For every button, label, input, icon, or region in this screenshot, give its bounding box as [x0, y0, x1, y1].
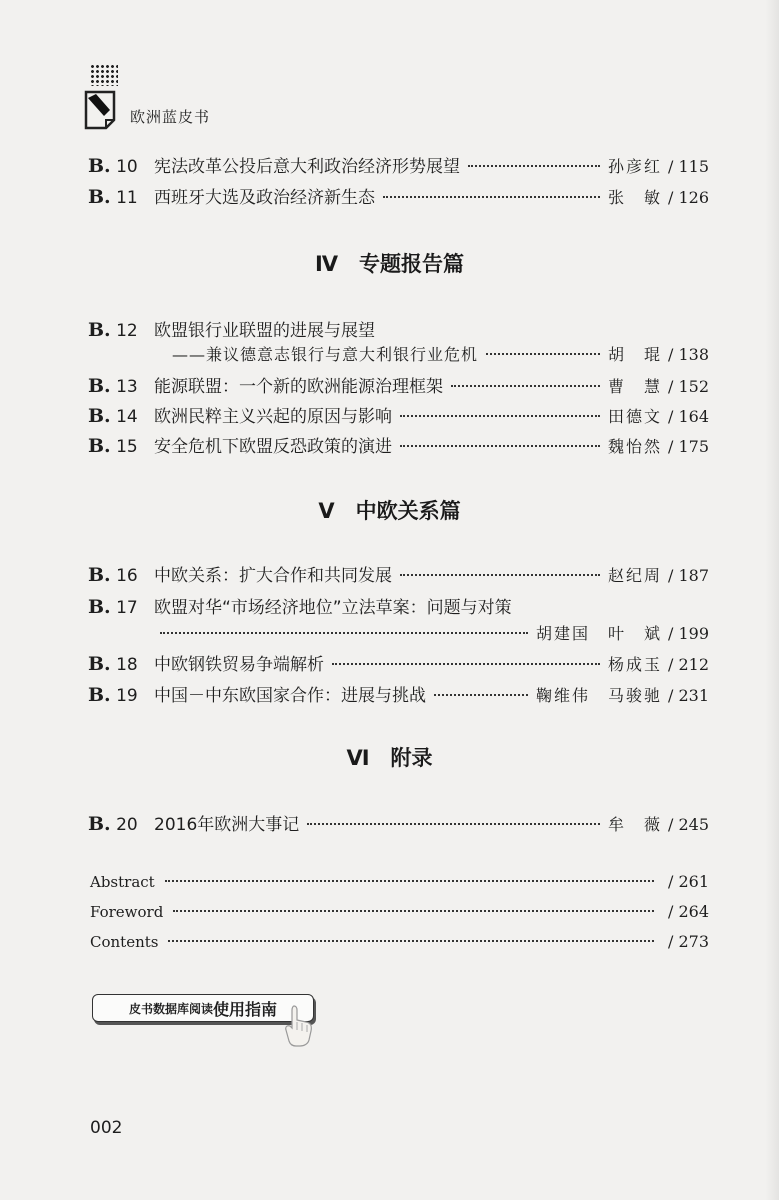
- entry-author: 杨成玉: [607, 655, 662, 674]
- page-edge-shadow: [765, 0, 779, 1200]
- entry-title: 能源联盟：一个新的欧洲能源治理框架: [154, 377, 443, 397]
- toc-entry-b15[interactable]: [88, 432, 709, 458]
- entry-author: 胡建国 叶 斌: [535, 624, 662, 643]
- entry-title: 欧洲民粹主义兴起的原因与影响: [154, 407, 392, 427]
- dot-leader: [400, 415, 600, 417]
- entry-page: / 126: [667, 188, 709, 207]
- toc-entry-b16[interactable]: [88, 561, 709, 587]
- toc-entry-b18[interactable]: [88, 650, 709, 676]
- toc-entry-abstract[interactable]: [90, 872, 709, 896]
- entry-page: / 231: [667, 686, 709, 705]
- entry-code: B. 16: [88, 564, 138, 586]
- entry-author: 赵纪周: [607, 566, 662, 585]
- entry-page: / 152: [667, 377, 709, 396]
- entry-code: B. 10: [88, 155, 138, 177]
- book-pencil-icon: [84, 90, 116, 130]
- entry-title: 中欧钢铁贸易争端解析: [154, 655, 324, 675]
- entry-page: / 175: [667, 437, 709, 456]
- entry-title: Abstract: [90, 873, 155, 891]
- entry-code: B. 12: [88, 319, 138, 341]
- entry-page: / 187: [667, 566, 709, 585]
- dot-leader: [486, 353, 600, 355]
- entry-title: Foreword: [90, 903, 164, 921]
- entry-author: 田德文: [607, 407, 662, 426]
- entry-page: / 264: [667, 902, 709, 921]
- toc-entry-b19[interactable]: [88, 681, 709, 707]
- entry-author: 魏怡然: [607, 437, 662, 456]
- dot-leader: [168, 940, 654, 942]
- entry-code: B. 17: [88, 596, 138, 618]
- entry-page: / 199: [667, 624, 709, 643]
- dot-leader: [400, 574, 600, 576]
- entry-author: 牟 薇: [607, 815, 662, 834]
- entry-page: / 245: [667, 815, 709, 834]
- dot-leader: [165, 880, 654, 882]
- entry-author: 张 敏: [607, 188, 662, 207]
- entry-author: 鞠维伟 马骏驰: [535, 686, 662, 705]
- entry-code: B. 18: [88, 653, 138, 675]
- toc-entry-b13[interactable]: [88, 372, 709, 398]
- entry-title: 中国－中东欧国家合作：进展与挑战: [154, 686, 426, 706]
- database-guide-button[interactable]: [92, 994, 314, 1022]
- entry-page: / 115: [667, 157, 709, 176]
- toc-entry-b14[interactable]: [88, 402, 709, 428]
- logo-dot-grid: [90, 64, 118, 86]
- entry-page: / 164: [667, 407, 709, 426]
- entry-title: 中欧关系：扩大合作和共同发展: [154, 566, 392, 586]
- dot-leader: [173, 910, 654, 912]
- page-number: 002: [90, 1118, 123, 1138]
- dot-leader: [451, 385, 600, 387]
- section-heading-5: Ⅴ 中欧关系篇: [318, 499, 461, 523]
- entry-author: 曹 慧: [607, 377, 662, 396]
- dot-leader: [468, 165, 600, 167]
- entry-title: 欧盟对华“市场经济地位”立法草案：问题与对策: [154, 598, 512, 618]
- toc-entry-b17-authors[interactable]: [160, 621, 709, 647]
- toc-entry-contents[interactable]: [90, 932, 709, 956]
- toc-entry-b12[interactable]: [88, 316, 709, 342]
- entry-code: B. 19: [88, 684, 138, 706]
- entry-title: 宪法改革公投后意大利政治经济形势展望: [154, 157, 460, 177]
- dot-leader: [383, 196, 600, 198]
- toc-entry-foreword[interactable]: [90, 902, 709, 926]
- toc-entry-b11[interactable]: [88, 183, 709, 209]
- section-heading-6: Ⅵ 附录: [346, 746, 433, 770]
- entry-subtitle: ——兼议德意志银行与意大利银行业危机: [172, 345, 479, 364]
- entry-code: B. 20: [88, 813, 138, 835]
- entry-title: 安全危机下欧盟反恐政策的演进: [154, 437, 392, 457]
- book-pencil-logo-icon: [84, 64, 124, 134]
- entry-title: Contents: [90, 933, 159, 951]
- section-heading-4: Ⅳ 专题报告篇: [314, 252, 465, 276]
- entry-page: / 273: [667, 932, 709, 951]
- entry-code: B. 13: [88, 375, 138, 397]
- guide-small-text: 皮书数据库阅读: [128, 1001, 213, 1016]
- pointing-hand-icon: [282, 1004, 316, 1048]
- toc-entry-b17[interactable]: [88, 593, 709, 619]
- dot-leader: [160, 632, 528, 634]
- series-title: 欧洲蓝皮书: [130, 108, 211, 126]
- dot-leader: [307, 823, 600, 825]
- toc-entry-b10[interactable]: [88, 152, 709, 178]
- entry-code: B. 15: [88, 435, 138, 457]
- dot-leader: [400, 445, 600, 447]
- entry-code: B. 14: [88, 405, 138, 427]
- toc-entry-b12-subtitle[interactable]: [172, 342, 709, 368]
- dot-leader: [434, 694, 528, 696]
- entry-page: / 138: [667, 345, 709, 364]
- entry-author: 胡 琨: [607, 345, 662, 364]
- entry-title: 2016年欧洲大事记: [154, 815, 300, 835]
- entry-page: / 212: [667, 655, 709, 674]
- guide-big-text: 使用指南: [213, 999, 278, 1019]
- entry-author: 孙彦红: [607, 157, 662, 176]
- entry-title: 西班牙大选及政治经济新生态: [154, 188, 375, 208]
- dot-leader: [332, 663, 600, 665]
- toc-entry-b20[interactable]: [88, 810, 709, 836]
- entry-page: / 261: [667, 872, 709, 891]
- entry-code: B. 11: [88, 186, 138, 208]
- entry-title: 欧盟银行业联盟的进展与展望: [154, 321, 375, 341]
